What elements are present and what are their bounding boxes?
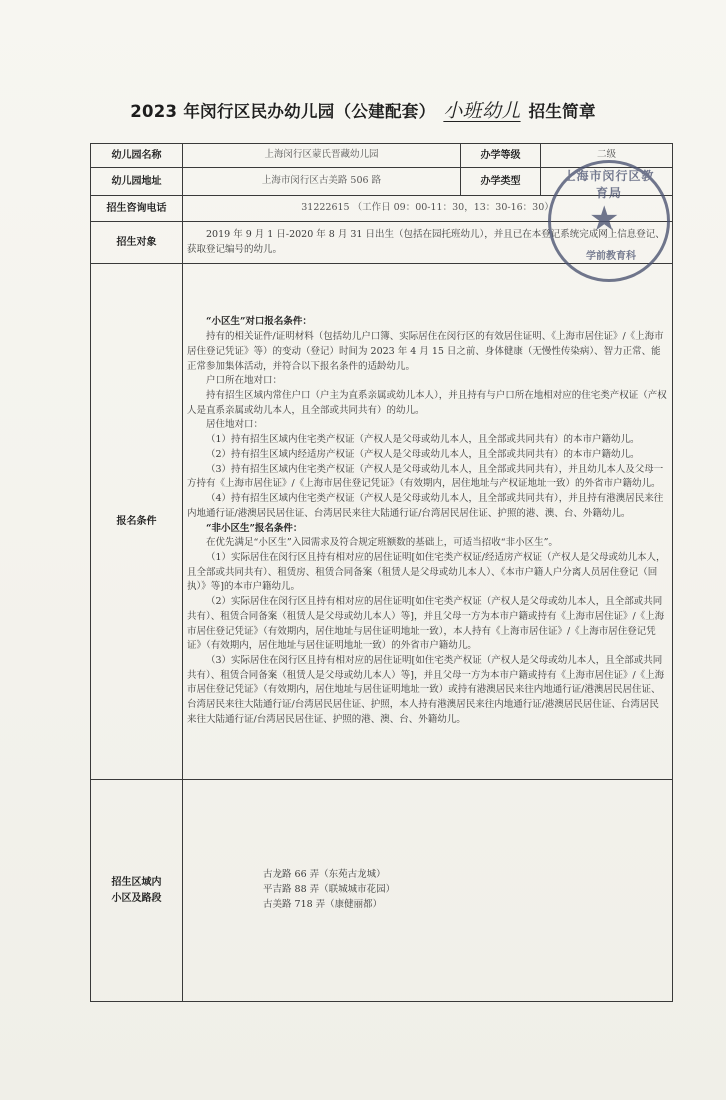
- area-text-cell: [183, 780, 673, 1002]
- level-value: 二级: [541, 144, 673, 168]
- condition-paragraph: （2）持有招生区域内经适房产权证（产权人是父母或幼儿本人，且全部或共同共有）的本市户籍幼儿。: [206, 448, 640, 460]
- condition-paragraph: 持有的相关证件/证明材料（包括幼儿户口簿、实际居住在闵行区的有效居住证明、《上海市居住证》/《上海市居住登记凭证》等）的变动（登记）时间为 2023 年 4 月 15 日之前、身体健康（无慢性传染病）、智力正常、能正常参加集体活动，并符合以下报名条件的适龄幼儿。: [187, 331, 664, 372]
- area-label: [91, 780, 183, 1002]
- condition-paragraph: 户口所在地对口：: [206, 375, 283, 387]
- condition-paragraph: （4）持有招生区域内住宅类产权证（产权人是父母或幼儿本人，且全部或共同共有），并且持有港澳居民来往内地通行证/港澳居民居住证、台湾居民来往大陆通行证/台湾居民居住证、护照的港、澳、台、外籍幼儿。: [187, 493, 664, 519]
- target-text: 2019 年 9 月 1 日-2020 年 8 月 31 日出生（包括在园托班幼儿），并且已在本登记系统完成网上信息登记、获取登记编号的幼儿。: [187, 228, 665, 255]
- title-handwritten-class: 小班幼儿: [443, 100, 521, 122]
- condition-paragraph: “非小区生”报名条件：: [206, 522, 303, 534]
- area-item: 古美路 718 弄（康健丽都）: [263, 898, 383, 910]
- row-area: [91, 780, 673, 1002]
- name-label: 幼儿园名称: [91, 144, 183, 168]
- phone-value: 31222615 （工作日 09：00-11：30，13：30-16：30）: [183, 196, 673, 222]
- title-suffix: 招生简章: [528, 102, 596, 121]
- area-item: 平吉路 88 弄（联城城市花园）: [263, 884, 396, 896]
- condition-paragraph: （2）实际居住在闵行区且持有相对应的居住证明[如住宅类产权证（产权人是父母或幼儿本人，且全部或共同共有）、租赁合同备案（租赁人是父母或幼儿本人）等]，并且父母一方为本市户籍或持有《上海市居住证》/《上海市居住登记凭证》（有效期内，居住地址与居住证明地址一致），本人持有《上海市居住证》/《上海市居住登记凭证》（有效期内，居住地址与居住证明地址一致）的外省市户籍幼儿。: [187, 596, 665, 652]
- phone-label: 招生咨询电话: [91, 196, 183, 222]
- area-label-line1: 招生区域内: [111, 877, 162, 888]
- condition-paragraph: 居住地对口：: [206, 419, 264, 431]
- condition-paragraph: 在优先满足“小区生”入园需求及符合规定班额数的基础上，可适当招收“非小区生”。: [206, 537, 558, 549]
- conditions-label: 报名条件: [91, 264, 183, 780]
- conditions-text-cell: [183, 264, 673, 780]
- name-value: 上海闵行区蒙氏晋藏幼儿园: [183, 144, 461, 168]
- seal-dept-text: 学前教育科: [586, 251, 636, 262]
- type-label: 办学类型: [461, 168, 541, 196]
- target-label: 招生对象: [91, 222, 183, 264]
- level-label: 办学等级: [461, 144, 541, 168]
- document-title: [0, 96, 726, 123]
- seal-star-icon: ★: [589, 199, 620, 239]
- area-label-line2: 小区及路段: [111, 892, 162, 904]
- condition-paragraph: “小区生”对口报名条件：: [206, 316, 312, 328]
- seal-ring-text: 上海市闵行区教育局: [563, 169, 655, 200]
- condition-paragraph: （3）实际居住在闵行区且持有相对应的居住证明[如住宅类产权证（产权人是父母或幼儿本人，且全部或共同共有）、租赁合同备案（租赁人是父母或幼儿本人）等]，并且父母一方为本市户籍或持有《上海市居住证》/《上海市居住登记凭证》（有效期内，居住地址与居住证明地址一致）或持有港澳居民来往内地通行证/港澳居民居住证、台湾居民来往大陆通行证/台湾居民居住证、护照，本人持有港澳居民来往内地通行证/港澳居民居住证、台湾居民来往大陆通行证/台湾居民居住证、护照的港、澳、台、外籍幼儿。: [187, 654, 665, 725]
- condition-paragraph: （1）实际居住在闵行区且持有相对应的居住证明[如住宅类产权证/经适房产权证（产权人是父母或幼儿本人，且全部或共同共有）、租赁房、租赁合同备案（租赁人是父母或幼儿本人）、《本市户籍人户分离人员居住登记（回执）》等]的本市户籍幼儿。: [187, 551, 666, 593]
- address-value: 上海市闵行区古美路 506 路: [183, 168, 461, 196]
- condition-paragraph: 持有招生区域内常住户口（户主为直系亲属或幼儿本人），并且持有与户口所在地相对应的住宅类产权证（产权人是直系亲属或幼儿本人，且全部或共同共有）的幼儿。: [187, 390, 667, 416]
- row-conditions: [91, 264, 673, 780]
- area-list: [187, 868, 668, 912]
- condition-paragraph: （3）持有招生区域内住宅类产权证（产权人是父母或幼儿本人，且全部或共同共有），并且幼儿本人及父母一方持有《上海市居住证》/《上海市居住登记凭证》（有效期内，居住地址与产权证地址一致）的外省市户籍幼儿。: [187, 463, 664, 490]
- condition-paragraph: （1）持有招生区域内住宅类产权证（产权人是父母或幼儿本人，且全部或共同共有）的本市户籍幼儿。: [206, 434, 640, 446]
- address-label: 幼儿园地址: [91, 168, 183, 196]
- area-item: 古龙路 66 弄（东苑古龙城）: [263, 869, 386, 881]
- title-prefix: 2023 年闵行区民办幼儿园（公建配套）: [130, 102, 436, 121]
- official-seal: [548, 160, 670, 282]
